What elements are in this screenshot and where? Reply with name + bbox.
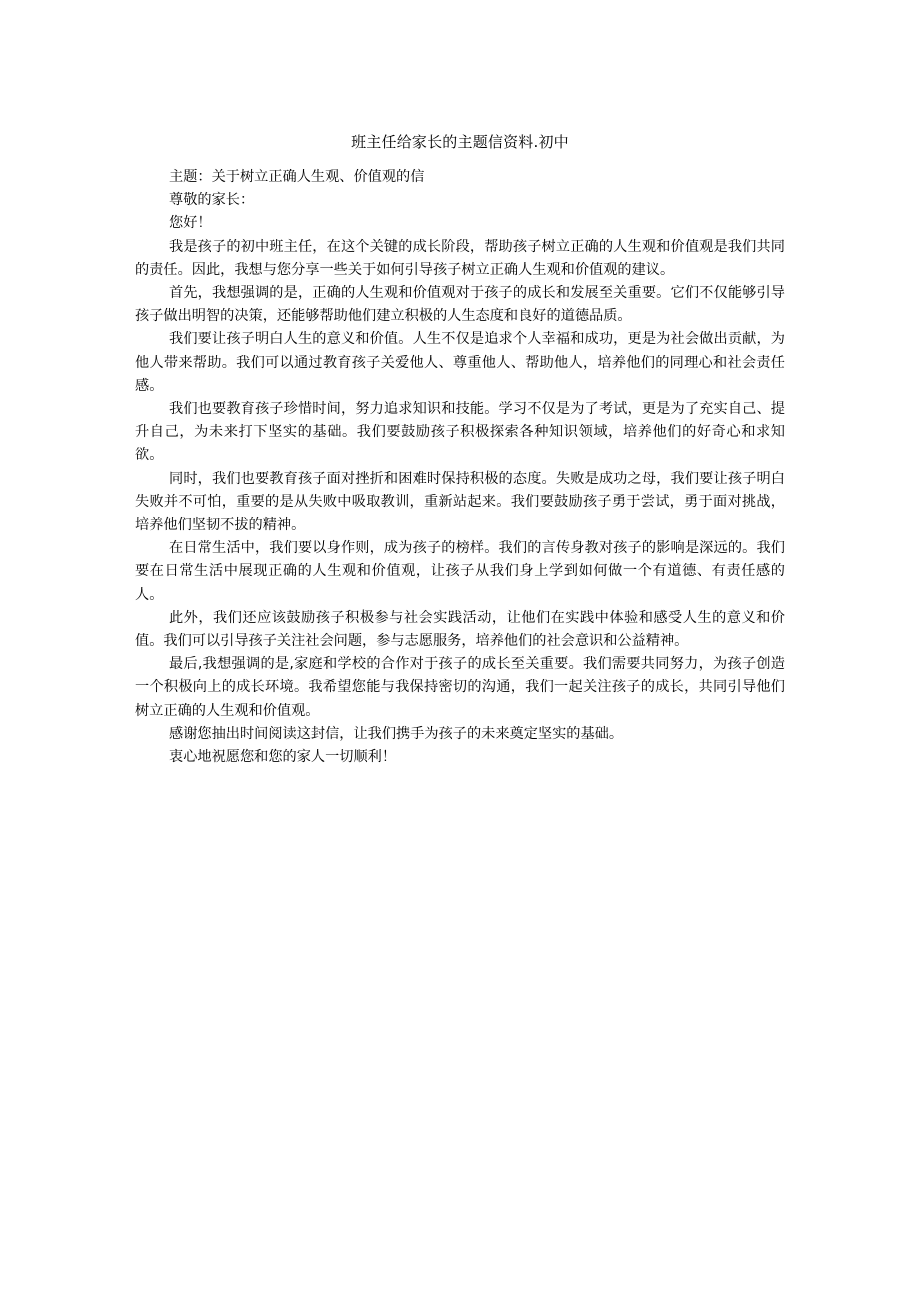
paragraph-importance: 首先，我想强调的是，正确的人生观和价值观对于孩子的成长和发展至关重要。它们不仅能够引导孩子做出明智的决策，还能够帮助他们建立积极的人生态度和良好的道德品质。 [135,285,785,325]
paragraph-cherish-time: 我们也要教育孩子珍惜时间，努力追求知识和技能。学习不仅是为了考试，更是为了充实自己、提升自己，为未来打下坚实的基础。我们要鼓励孩子积极探索各种知识领域，培养他们的好奇心和求知欲。 [135,401,785,464]
paragraph-closing-wishes: 衷心地祝愿您和您的家人一切顺利！ [169,749,397,766]
paragraph-thanks: 感谢您抽出时间阅读这封信，让我们携手为孩子的未来奠定坚实的基础。 [169,725,624,742]
paragraph-intro: 我是孩子的初中班主任，在这个关键的成长阶段，帮助孩子树立正确的人生观和价值观是我们共同的责任。因此，我想与您分享一些关于如何引导孩子树立正确人生观和价值观的建议。 [135,238,785,278]
letter-body [135,166,785,769]
letter-greeting: 您好！ [169,215,212,232]
paragraph-home-school-cooperation: 最后,我想强调的是,家庭和学校的合作对于孩子的成长至关重要。我们需要共同努力，为孩子创造一个积极向上的成长环境。我希望您能与我保持密切的沟通，我们一起关注孩子的成长，共同引导他们树立正确的人生观和价值观。 [135,656,785,719]
document-title: 班主任给家长的主题信资料.初中 [351,133,569,151]
paragraph-social-practice: 此外，我们还应该鼓励孩子积极参与社会实践活动，让他们在实践中体验和感受人生的意义和价值。我们可以引导孩子关注社会问题，参与志愿服务，培养他们的社会意识和公益精神。 [135,609,785,650]
paragraph-meaning-of-life: 我们要让孩子明白人生的意义和价值。人生不仅是追求个人幸福和成功，更是为社会做出贡献，为他人带来帮助。我们可以通过教育孩子关爱他人、尊重他人、帮助他人，培养他们的同理心和社会责任感。 [135,331,785,394]
letter-subject: 主题：关于树立正确人生观、价值观的信 [169,169,425,185]
paragraph-face-setbacks: 同时，我们也要教育孩子面对挫折和困难时保持积极的态度。失败是成功之母，我们要让孩子明白失败并不可怕，重要的是从失败中吸取教训，重新站起来。我们要鼓励孩子勇于尝试，勇于面对挑战，培养他们坚韧不拔的精神。 [135,470,785,534]
letter-salutation: 尊敬的家长： [169,192,255,209]
paragraph-lead-by-example: 在日常生活中，我们要以身作则，成为孩子的榜样。我们的言传身教对孩子的影响是深远的。我们要在日常生活中展现正确的人生观和价值观，让孩子从我们身上学到如何做一个有道德、有责任感的人。 [135,540,785,603]
